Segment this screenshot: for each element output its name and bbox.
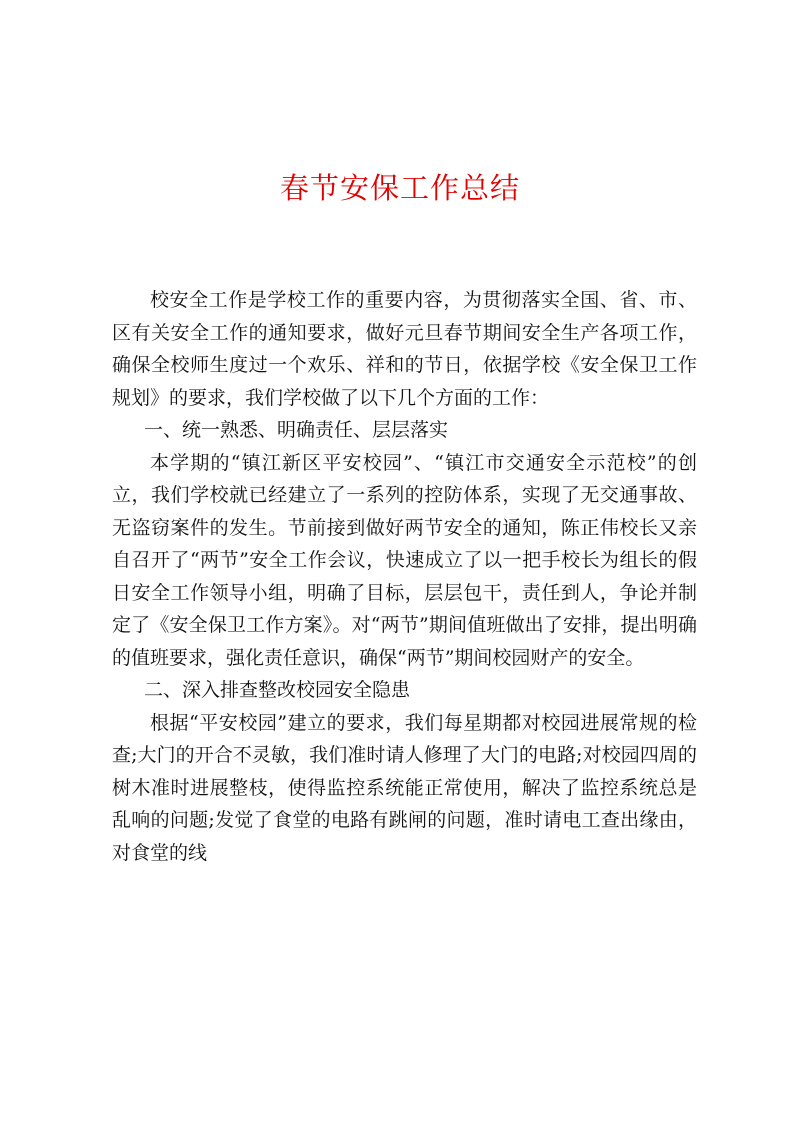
section-1-paragraph: 本学期的“镇江新区平安校园”、“镇江市交通安全示范校”的创立，我们学校就已经建立了一系列的控防体系，实现了无交通事故、无盗窃案件的发生。节前接到做好两节安全的通知，陈正伟校长又亲自召开了“两节”安全工作会议，快速成立了以一把手校长为组长的假日安全工作领导小组，明确了目标，层层包干，责任到人，争论并制定了《安全保卫工作方案》。对“两节”期间值班做出了安排，提出明确的值班要求，强化责任意识，确保“两节”期间校园财产的安全。 [112, 451, 697, 669]
section-heading-2: 二、深入排查整改校园安全隐患 [144, 679, 411, 701]
document-body [112, 284, 697, 869]
section-heading-1: 一、统一熟悉、明确责任、层层落实 [144, 419, 449, 441]
intro-paragraph: 校安全工作是学校工作的重要内容，为贯彻落实全国、省、市、区有关安全工作的通知要求，做好元旦春节期间安全生产各项工作，确保全校师生度过一个欢乐、祥和的节日，依据学校《安全保卫工作规划》的要求，我们学校做了以下几个方面的工作： [112, 289, 697, 409]
section-2-paragraph: 根据“平安校园”建立的要求，我们每星期都对校园进展常规的检查;大门的开合不灵敏，我们准时请人修理了大门的电路;对校园四周的树木准时进展整枝，使得监控系统能正常使用，解决了监控系统总是乱响的问题;发觉了食堂的电路有跳闸的问题，准时请电工查出缘由，对食堂的线 [112, 711, 697, 864]
document-title: 春节安保工作总结 [279, 171, 520, 205]
